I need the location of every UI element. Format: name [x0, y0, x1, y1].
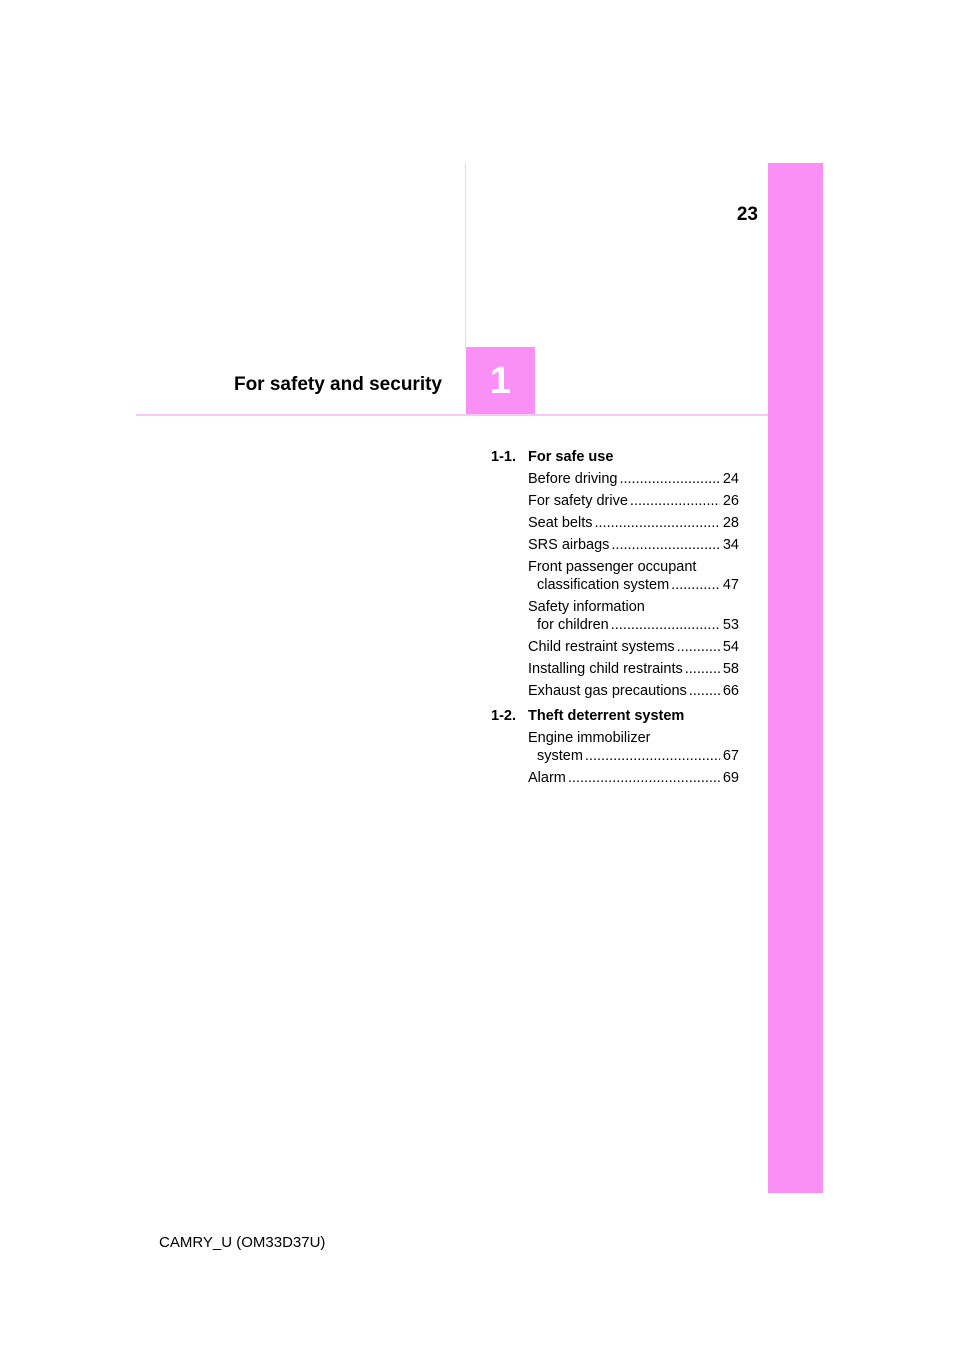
- toc-group-heading: [491, 448, 739, 466]
- toc-group-title[interactable]: For safe use: [528, 449, 614, 465]
- toc-entry-title: Exhaust gas precautions: [528, 683, 687, 699]
- toc-entry-page: 54: [722, 639, 739, 655]
- toc-entry-page: 28: [722, 515, 739, 531]
- toc-entry-page: 53: [722, 617, 739, 633]
- toc-entry-title: Safety information: [528, 599, 645, 615]
- toc-entry-page: 69: [722, 770, 739, 786]
- chapter-side-tab: [768, 163, 823, 1193]
- dot-leader: [619, 470, 719, 488]
- toc-entry-installing-child-restraints[interactable]: [528, 660, 739, 678]
- toc-entry-title: For safety drive: [528, 493, 628, 509]
- dot-leader: [595, 514, 720, 532]
- toc-entry-title: SRS airbags: [528, 537, 610, 553]
- toc-entry-seat-belts[interactable]: [528, 514, 739, 532]
- toc-entry-page: 58: [722, 661, 739, 677]
- dot-leader: [611, 536, 719, 554]
- toc-entry-page: 24: [722, 471, 739, 487]
- toc-group-heading: [491, 707, 739, 725]
- toc-entry-title: Front passenger occupant: [528, 559, 697, 575]
- toc-entry-title-continued: for children: [537, 617, 609, 633]
- toc-entry-page: 47: [722, 577, 739, 593]
- table-of-contents: [491, 448, 739, 791]
- dot-leader: [630, 492, 720, 510]
- toc-group-number: 1-1.: [491, 449, 516, 465]
- toc-entry-page: 67: [722, 748, 739, 764]
- dot-leader: [689, 682, 720, 700]
- toc-entry-title-continued: system: [537, 748, 583, 764]
- toc-group-1-2: [491, 707, 739, 787]
- toc-entry-page: 34: [722, 537, 739, 553]
- chapter-number: 1: [489, 359, 512, 402]
- dot-leader: [677, 638, 720, 656]
- toc-entry-title: Alarm: [528, 770, 566, 786]
- toc-group-1-1: [491, 448, 739, 700]
- toc-entry-title: Engine immobilizer: [528, 730, 651, 746]
- toc-entry-srs-airbags[interactable]: [528, 536, 739, 554]
- chapter-number-box: [466, 347, 535, 415]
- footer-document-code: CAMRY_U (OM33D37U): [159, 1234, 326, 1251]
- toc-entry-title: Installing child restraints: [528, 661, 683, 677]
- toc-group-number: 1-2.: [491, 708, 516, 724]
- dot-leader: [568, 769, 720, 787]
- toc-entry-title: Seat belts: [528, 515, 593, 531]
- toc-entry-engine-immobilizer[interactable]: [528, 729, 739, 765]
- toc-entry-title: Before driving: [528, 471, 618, 487]
- dot-leader: [611, 616, 720, 634]
- page-number: 23: [736, 204, 758, 225]
- section-title: For safety and security: [233, 374, 442, 395]
- dot-leader: [585, 747, 720, 765]
- dot-leader: [685, 660, 720, 678]
- toc-group-title[interactable]: Theft deterrent system: [528, 708, 685, 724]
- toc-entry-alarm[interactable]: [528, 769, 739, 787]
- toc-entry-occupant-classification[interactable]: [528, 558, 739, 594]
- header-vertical-rule: [465, 163, 466, 348]
- toc-entry-before-driving[interactable]: [528, 470, 739, 488]
- toc-entry-title: Child restraint systems: [528, 639, 675, 655]
- toc-entry-page: 66: [722, 683, 739, 699]
- toc-entry-for-safety-drive[interactable]: [528, 492, 739, 510]
- toc-entry-exhaust-gas-precautions[interactable]: [528, 682, 739, 700]
- toc-entry-child-restraint-systems[interactable]: [528, 638, 739, 656]
- dot-leader: [671, 576, 720, 594]
- toc-entry-title-continued: classification system: [537, 577, 670, 593]
- header-horizontal-rule: [136, 414, 768, 416]
- toc-entry-safety-info-children[interactable]: [528, 598, 739, 634]
- toc-entry-page: 26: [722, 493, 739, 509]
